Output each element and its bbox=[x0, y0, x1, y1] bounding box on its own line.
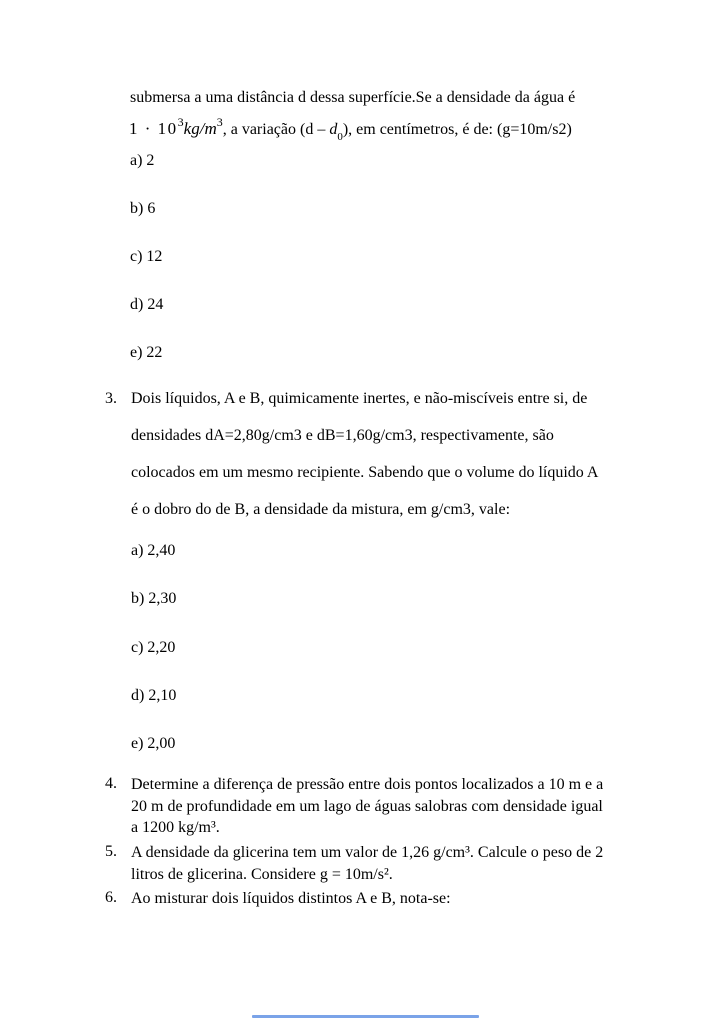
question2-option-e: e) 22 bbox=[130, 344, 163, 361]
question2-option-b: b) 6 bbox=[130, 200, 156, 217]
question2-option-a: a) 2 bbox=[130, 152, 155, 169]
d-variable: d bbox=[329, 121, 338, 138]
question3-number: 3. bbox=[105, 390, 117, 407]
question6-text bbox=[131, 888, 647, 910]
formula-unit: kg/m bbox=[183, 119, 217, 138]
question4-number: 4. bbox=[105, 775, 117, 792]
question3-option-a: a) 2,40 bbox=[131, 542, 176, 559]
question4-text bbox=[131, 774, 647, 839]
question2-option-c: c) 12 bbox=[130, 248, 163, 265]
question2-text-line1: submersa a uma distância d dessa superfície.Se a densidade da água é bbox=[130, 89, 576, 106]
d-subscript: 0 bbox=[337, 131, 343, 143]
question2-text-after-formula-2: ), em centímetros, é de: (g=10m/s2) bbox=[342, 121, 572, 138]
question3-option-d: d) 2,10 bbox=[131, 687, 177, 704]
question3-text-line4: é o dobro do de B, a densidade da mistura, em g/cm3, vale: bbox=[131, 501, 511, 518]
question5-text-line2: litros de glicerina. Considere g = 10m/s². bbox=[131, 865, 393, 883]
question5-text bbox=[131, 842, 647, 885]
formula-exponent-1: 3 bbox=[177, 115, 184, 129]
formula-exponent-2: 3 bbox=[216, 115, 223, 129]
question2-formula-line bbox=[129, 115, 572, 143]
question2-option-d: d) 24 bbox=[130, 296, 164, 313]
question6-text-line1: Ao misturar dois líquidos distintos A e B, nota-se: bbox=[131, 890, 451, 907]
formula-coefficient: 1 · 10 bbox=[129, 119, 178, 138]
question3-option-e: e) 2,00 bbox=[131, 735, 176, 752]
bottom-divider-line bbox=[252, 1015, 479, 1018]
question2-text-after-formula-1: , a variação (d – bbox=[222, 121, 330, 138]
question3-text-line1: Dois líquidos, A e B, quimicamente inertes, e não-miscíveis entre si, de bbox=[131, 390, 588, 407]
question4-text-line2: 20 m de profundidade em um lago de águas salobras com densidade igual bbox=[131, 797, 603, 815]
question5-number: 5. bbox=[105, 843, 117, 860]
question6-number: 6. bbox=[105, 889, 117, 906]
question5-text-line1: A densidade da glicerina tem um valor de 1,26 g/cm³. Calcule o peso de 2 bbox=[131, 844, 604, 861]
question3-option-c: c) 2,20 bbox=[131, 639, 176, 656]
question3-text-line3: colocados em um mesmo recipiente. Sabendo que o volume do líquido A bbox=[131, 464, 599, 481]
question4-text-line1: Determine a diferença de pressão entre dois pontos localizados a 10 m e a bbox=[131, 776, 604, 793]
question4-text-line3: a 1200 kg/m³. bbox=[131, 819, 220, 836]
question3-text-line2: densidades dA=2,80g/cm3 e dB=1,60g/cm3, respectivamente, são bbox=[131, 427, 554, 444]
question3-option-b: b) 2,30 bbox=[131, 590, 177, 607]
